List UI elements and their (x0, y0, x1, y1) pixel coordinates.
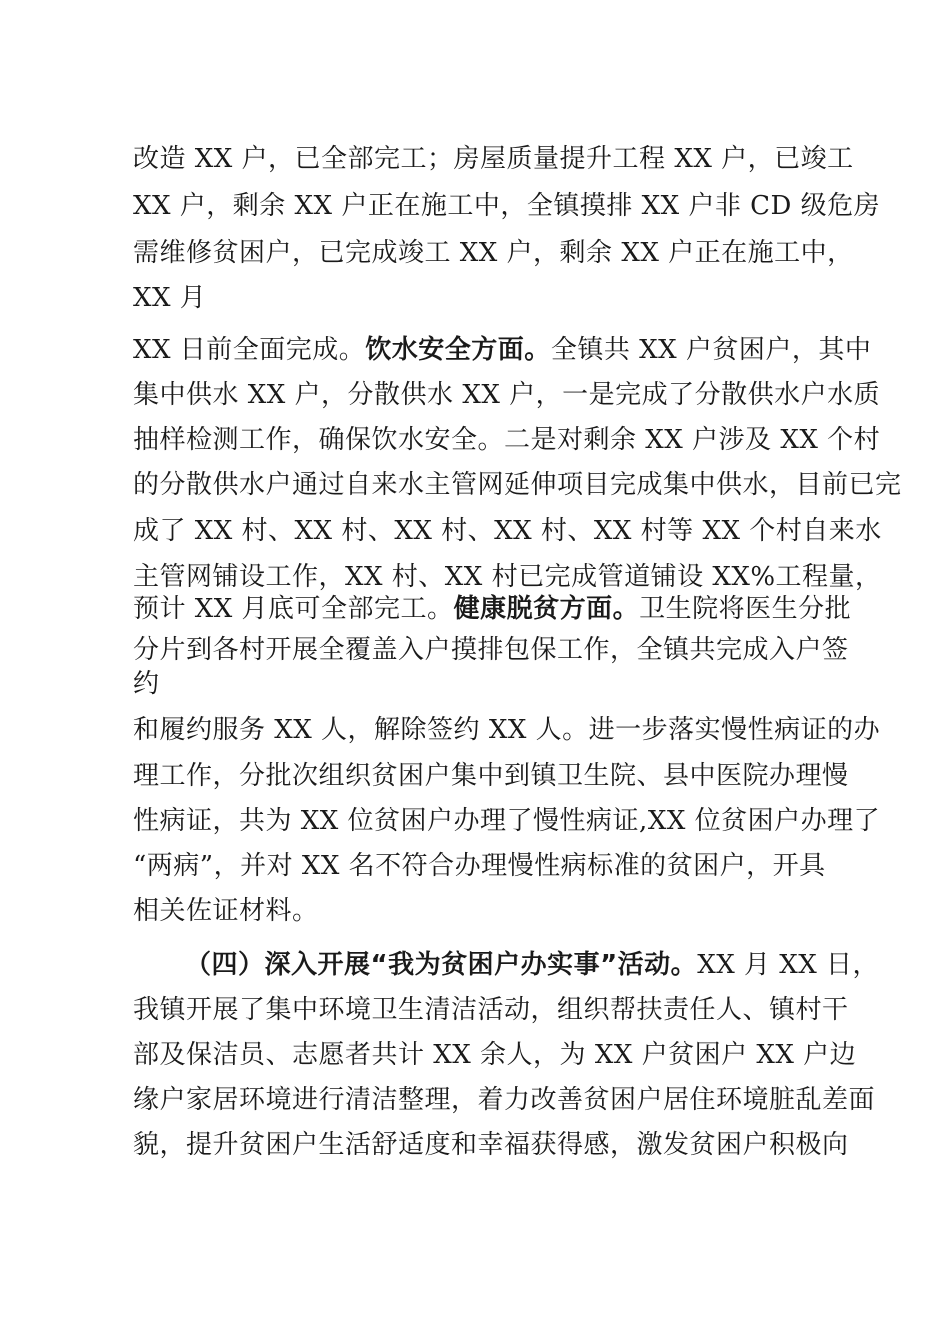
text-line (133, 333, 871, 367)
text-segment: 全镇共 XX 户贫困户，其中 (550, 335, 872, 365)
text-line: 和履约服务 XX 人，解除签约 XX 人。进一步落实慢性病证的办 (133, 715, 881, 745)
text-line: XX 月 (133, 283, 207, 313)
text-line: 貌，提升贫困户生活舒适度和幸福获得感，激发贫困户积极向 (133, 1130, 849, 1160)
text-line: 集中供水 XX 户，分散供水 XX 户，一是完成了分散供水户水质 (133, 380, 881, 410)
text-line: 需维修贫困户，已完成竣工 XX 户，剩余 XX 户正在施工中， (133, 238, 854, 268)
text-segment: XX 月 XX 日， (697, 950, 880, 980)
text-line: 分片到各村开展全覆盖入户摸排包保工作，全镇共完成入户签 (133, 635, 849, 665)
text-line: 理工作，分批次组织贫困户集中到镇卫生院、县中医院办理慢 (133, 761, 849, 791)
section-heading-water: 饮水安全方面。 (365, 335, 551, 365)
text-line: 部及保洁员、志愿者共计 XX 余人，为 XX 户贫困户 XX 户边 (133, 1040, 857, 1070)
text-segment: XX 日前全面完成。 (133, 335, 366, 365)
text-line: 相关佐证材料。 (133, 896, 319, 926)
text-line: 我镇开展了集中环境卫生清洁活动，组织帮扶责任人、镇村干 (133, 995, 849, 1025)
text-line: XX 户，剩余 XX 户正在施工中，全镇摸排 XX 户非 CD 级危房 (133, 191, 881, 221)
text-segment: 卫生院将医生分批 (639, 594, 852, 624)
text-line: 缘户家居环境进行清洁整理，着力改善贫困户居住环境脏乱差面 (133, 1085, 876, 1115)
text-line: “两病”，并对 XX 名不符合办理慢性病标准的贫困户，开具 (133, 851, 826, 881)
section-heading-health: 健康脱贫方面。 (453, 594, 640, 624)
text-line: 性病证，共为 XX 位贫困户办理了慢性病证,XX 位贫困户办理了 (133, 806, 881, 836)
text-line: 主管网铺设工作，XX 村、XX 村已完成管道铺设 XX%工程量， (133, 562, 882, 592)
text-segment: 预计 XX 月底可全部完工。 (133, 594, 454, 624)
text-line (133, 592, 851, 626)
section-heading-activity: （四）深入开展“我为贫困户办实事”活动。 (185, 950, 698, 980)
text-line: 成了 XX 村、XX 村、XX 村、XX 村、XX 村等 XX 个村自来水 (133, 516, 882, 546)
text-line (185, 948, 879, 982)
text-line: 改造 XX 户，已全部完工；房屋质量提升工程 XX 户，已竣工 (133, 144, 854, 174)
text-line: 的分散供水户通过自来水主管网延伸项目完成集中供水，目前已完 (133, 470, 902, 500)
text-line: 约 (133, 669, 160, 699)
text-line: 抽样检测工作，确保饮水安全。二是对剩余 XX 户涉及 XX 个村 (133, 425, 881, 455)
